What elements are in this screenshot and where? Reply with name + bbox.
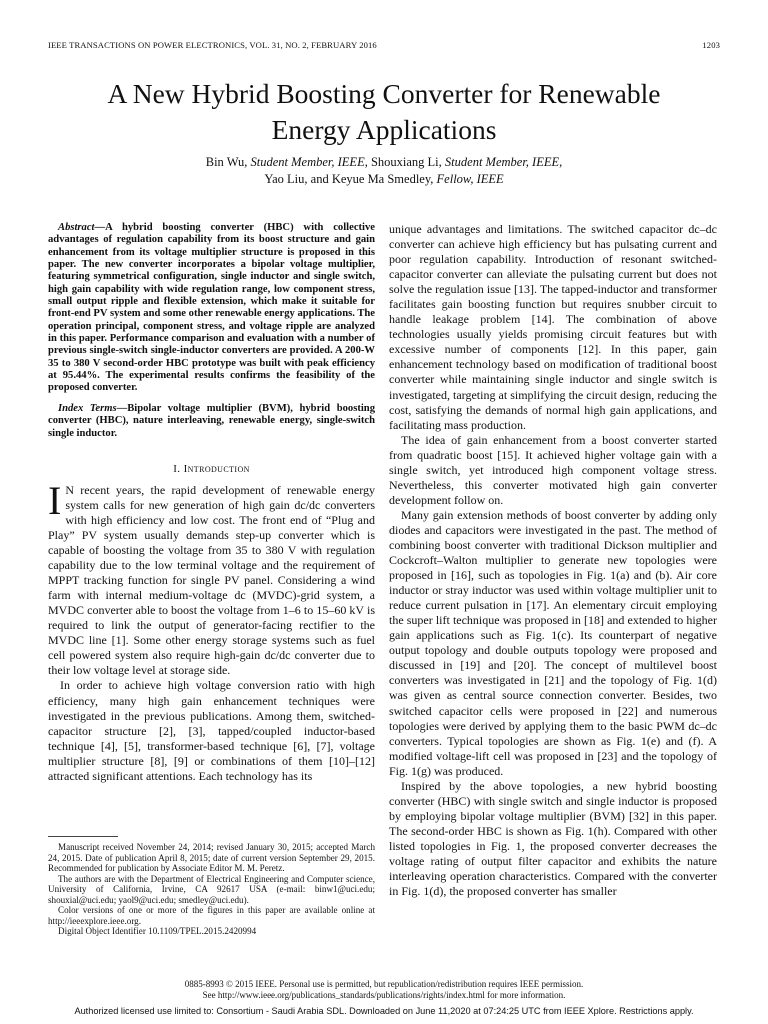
- title-line-1: A New Hybrid Boosting Converter for Renewable: [107, 78, 661, 109]
- page-number: 1203: [702, 40, 720, 50]
- index-terms-label: Index Terms: [58, 402, 117, 414]
- footnote-rule: [48, 836, 118, 837]
- author-1-role: Student Member, IEEE: [250, 155, 365, 169]
- title-line-2: Energy Applications: [271, 114, 497, 145]
- right-paragraph-3: Many gain extension methods of boost converter by adding only diodes and capacitors were investigated in the past. The method of combining boost converter with traditional Dickson multiplier and Cockcroft–Walton multiplier to generate new topologies were proposed in [16], such as topologies in Fig. 1(a) and (b). Air core inductor or stray inductor was used within voltage multiplier unit to reduce current pulsation in [17]. An elementary circuit employing the super lift technique was proposed in [18] and extended to higher gain applications such as Fig. 1(c). Its counterpart of negative output topology and double outputs topology were proposed and discussed in [19] and [20]. The concept of multilevel boost converters was investigated in [21] and the topology of Fig. 1(d) was given as central source connection converter. Besides, two switched capacitor cells were proposed in [22] and numerous topologies were derived by applying them to the basic PWM dc–dc converters. Typical topologies are shown as Fig. 1(e) and (f). A modified voltage-lift cell was proposed in [23] and the topology of Fig. 1(g) was produced.: [389, 507, 717, 778]
- footnote-color-versions: Color versions of one or more of the figures in this paper are available online at http://ieeexplore.ieee.org.: [48, 905, 375, 926]
- author-1-name: Bin Wu,: [205, 155, 251, 169]
- intro-paragraph-2: In order to achieve high voltage conversion ratio with high efficiency, many high gain enhancement techniques were investigated in the previous publications. Among them, switched-capacitor structure [2], [3], tapped/coupled inductor-based technique [4], [5], transformer-based technique [6], [7], voltage multiplier structure [8], [9] or combinations of them [10]–[12] attracted significant attentions. Each technology has its: [48, 678, 375, 783]
- copyright-line-1: 0885-8993 © 2015 IEEE. Personal use is permitted, but republication/redistribution requires IEEE permission.: [184, 979, 584, 989]
- abstract-label: Abstract: [58, 222, 95, 233]
- section-number: I.: [173, 462, 184, 475]
- journal-header: IEEE TRANSACTIONS ON POWER ELECTRONICS, VOL. 31, NO. 2, FEBRUARY 2016: [48, 40, 377, 50]
- right-paragraph-1: unique advantages and limitations. The switched capacitor dc–dc converter can achieve high efficiency but has pulsating current and poor regulation capability. Introduction of resonant switched-capacitor converter can alleviate the pulsating current but does not solve the regulation issue [13]. The tapped-inductor and transformer facilitates gain boosting function but requires snubber circuit to handle leakage problem [14]. The combination of above technologies usually yields promising circuit features but with excessive number of components [12]. In this paper, gain enhancement technology based on modification of traditional boost converter while maintaining single inductor and single switch is investigated, targeting at simplifying the circuit design, reducing the cost, satisfying the demands of normal high gain applications, and facilitating mass production.: [389, 222, 717, 432]
- copyright-notice: [40, 979, 728, 1001]
- copyright-line-2: See http://www.ieee.org/publications_standards/publications/rights/index.html for more information.: [202, 990, 566, 1000]
- paper-title: [40, 76, 728, 148]
- intro-paragraph-1: [48, 477, 375, 679]
- author-2-role: Student Member, IEEE: [444, 155, 560, 169]
- abstract-text: —A hybrid boosting converter (HBC) with collective advantages of regulation capability from its boost structure and gain enhancement from its voltage multiplier structure is proposed in this paper. The new converter incorporates a bipolar voltage multiplier, featuring symmetrical configuration, single inductor and single switch, high gain capability with wide regulation range, low component stress, small output ripple and flexible extension, which make it suitable for front-end PV system and some other renewable energy applications. The operation principal, component stress, and voltage ripple are analyzed in this paper. Performance comparison and evaluation with a number of previous single-switch single-inductor converters are provided. A 200-W 35 to 380 V second-order HBC prototype was built with peak efficiency at 95.44%. The experimental results confirms the feasibility of the proposed converter.: [48, 222, 375, 394]
- footnotes: [48, 842, 375, 937]
- author-sep-1: , Shouxiang Li,: [364, 155, 445, 169]
- intro-p1-text: N recent years, the rapid development of renewable energy system calls for new generation of high gain dc/dc converters with high efficiency and low cost. The front end of “Plug and Play” PV system usually demands step-up converter which is capable of boosting the voltage from 35 to 380 V with regulation capability due to the low terminal voltage and the requirement of MPPT tracking function for single PV panel. Considering a wind farm with internal medium-voltage dc (MVDC)-grid system, a MVDC converter able to boost the voltage from 1–6 to 15–60 kV is required to link the output of generator-facing rectifier to the MVDC line [1]. Some other energy storage systems such as fuel cell powered system also require high-gain dc/dc converter due to their low voltage level at storage side.: [48, 482, 375, 678]
- download-notice: Authorized licensed use limited to: Consortium - Saudi Arabia SDL. Downloaded on June 11,2020 at 07:24:25 UTC from IEEE Xplore. Restrictions apply.: [74, 1006, 694, 1016]
- section-title: Introduction: [183, 462, 250, 475]
- author-4-role: Fellow, IEEE: [436, 171, 504, 186]
- footnote-affiliation: The authors are with the Department of Electrical Engineering and Computer science, University of California, Irvine, CA 92617 USA (e-mail: binw1@uci.edu; shouxial@uci.edu; yaol9@uci.edu; smedley@uci.edu).: [48, 873, 375, 905]
- footnote-doi: Digital Object Identifier 10.1109/TPEL.2015.2420994: [58, 926, 257, 936]
- author-list: [40, 154, 728, 187]
- right-column: [389, 222, 717, 899]
- left-column: [48, 222, 375, 784]
- footnote-manuscript: Manuscript received November 24, 2014; revised January 30, 2015; accepted March 24, 2015. Date of publication April 8, 2015; date of current version September 29, 2015. Recommended for publication by Associate Editor M. M. Peretz.: [48, 842, 375, 873]
- author-sep-2: ,: [559, 155, 563, 169]
- author-line-1: [40, 154, 728, 171]
- section-heading-introduction: [48, 463, 375, 475]
- index-terms-text: —Bipolar voltage multiplier (BVM), hybrid boosting converter (HBC), nature interleaving, renewable energy, single-switch single inductor.: [48, 402, 375, 439]
- index-terms: [48, 403, 375, 440]
- right-paragraph-2: The idea of gain enhancement from a boost converter started from quadratic boost [15]. It achieved higher voltage gain with a single switch, yet introduced high component voltage stress. Nevertheless, this converter motivated high gain converter development follow on.: [389, 432, 717, 507]
- abstract: [48, 222, 375, 395]
- right-paragraph-4: Inspired by the above topologies, a new hybrid boosting converter (HBC) with single switch and single inductor is proposed by employing bipolar voltage multiplier (BVM) [32] in this paper. The second-order HBC is shown as Fig. 1(h). Compared with other listed topologies in Fig. 1, the proposed converter decreases the voltage rating of output filter capacitor and exhibits the nature interleaving operation characteristics. Compared with the converter in Fig. 1(d), the proposed converter has smaller: [389, 778, 717, 899]
- author-3-4-names: Yao Liu, and Keyue Ma Smedley,: [264, 171, 437, 186]
- drop-cap: I: [48, 477, 62, 523]
- author-line-2: [40, 171, 728, 188]
